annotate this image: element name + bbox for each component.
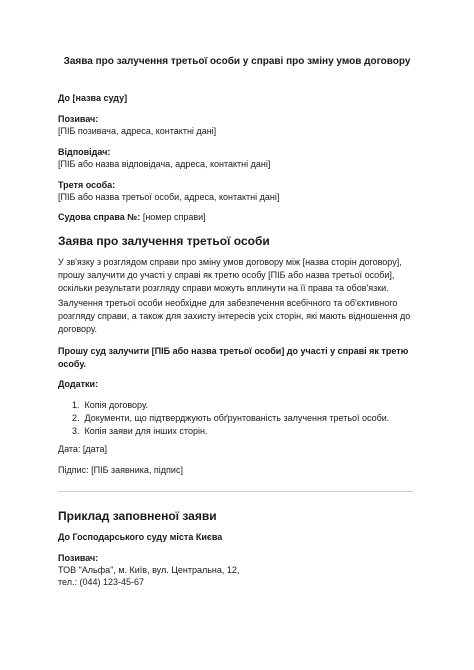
case-number-value: [номер справи] — [140, 212, 206, 222]
list-item: 3. Копія заяви для інших сторін. — [72, 426, 208, 436]
case-number-line — [58, 211, 206, 224]
plaintiff-value: [ПІБ позивача, адреса, контактні дані] — [58, 126, 217, 136]
request-paragraph: Прошу суд залучити [ПІБ або назва третьої особи] до участі у справі як третю особу. — [58, 346, 409, 369]
third-party-value: [ПІБ або назва третьої особи, адреса, контактні дані] — [58, 192, 280, 202]
section-heading: Заява про залучення третьої особи — [58, 234, 270, 248]
list-item: 2. Документи, що підтверджують обґрунтованість залучення третьої особи. — [72, 413, 390, 423]
list-item: 1. Копія договору. — [72, 400, 149, 410]
date-line: Дата: [дата] — [58, 444, 108, 454]
paragraph-2: Залучення третьої особи необхідне для забезпечення всебічного та об'єктивного розгляду справи, а також для захисту інтересів усіх сторін, які мають відношення до договору. — [58, 298, 411, 334]
example-court-line: До Господарського суду міста Києва — [58, 532, 223, 542]
example-plaintiff-line-2: тел.: (044) 123-45-67 — [58, 577, 145, 587]
plaintiff-label: Позивач: — [58, 114, 99, 124]
example-heading: Приклад заповненої заяви — [58, 509, 217, 523]
court-line: До [назва суду] — [58, 93, 128, 103]
attachments-list — [72, 399, 389, 438]
attachments-label: Додатки: — [58, 379, 99, 389]
section-divider — [58, 491, 413, 492]
defendant-label: Відповідач: — [58, 147, 111, 157]
paragraph-1: У зв'язку з розглядом справи про зміну умов договору між [назва сторін договору], прошу залучити до участі у справі як третю особу [ПІБ або назва третьої особи], оскільки результати розгляду справи можуть вплинути на її права та обов'язки. — [58, 257, 402, 293]
defendant-value: [ПІБ або назва відповідача, адреса, контактні дані] — [58, 159, 271, 169]
signature-line: Підпис: [ПІБ заявника, підпис] — [58, 465, 183, 475]
document-title: Заява про залучення третьої особи у справі про зміну умов договору — [63, 56, 411, 67]
example-plaintiff-line-1: ТОВ "Альфа", м. Київ, вул. Центральна, 12, — [58, 565, 240, 575]
example-plaintiff-label: Позивач: — [58, 553, 99, 563]
case-number-label: Судова справа №: — [58, 212, 141, 222]
third-party-label: Третя особа: — [58, 180, 116, 190]
